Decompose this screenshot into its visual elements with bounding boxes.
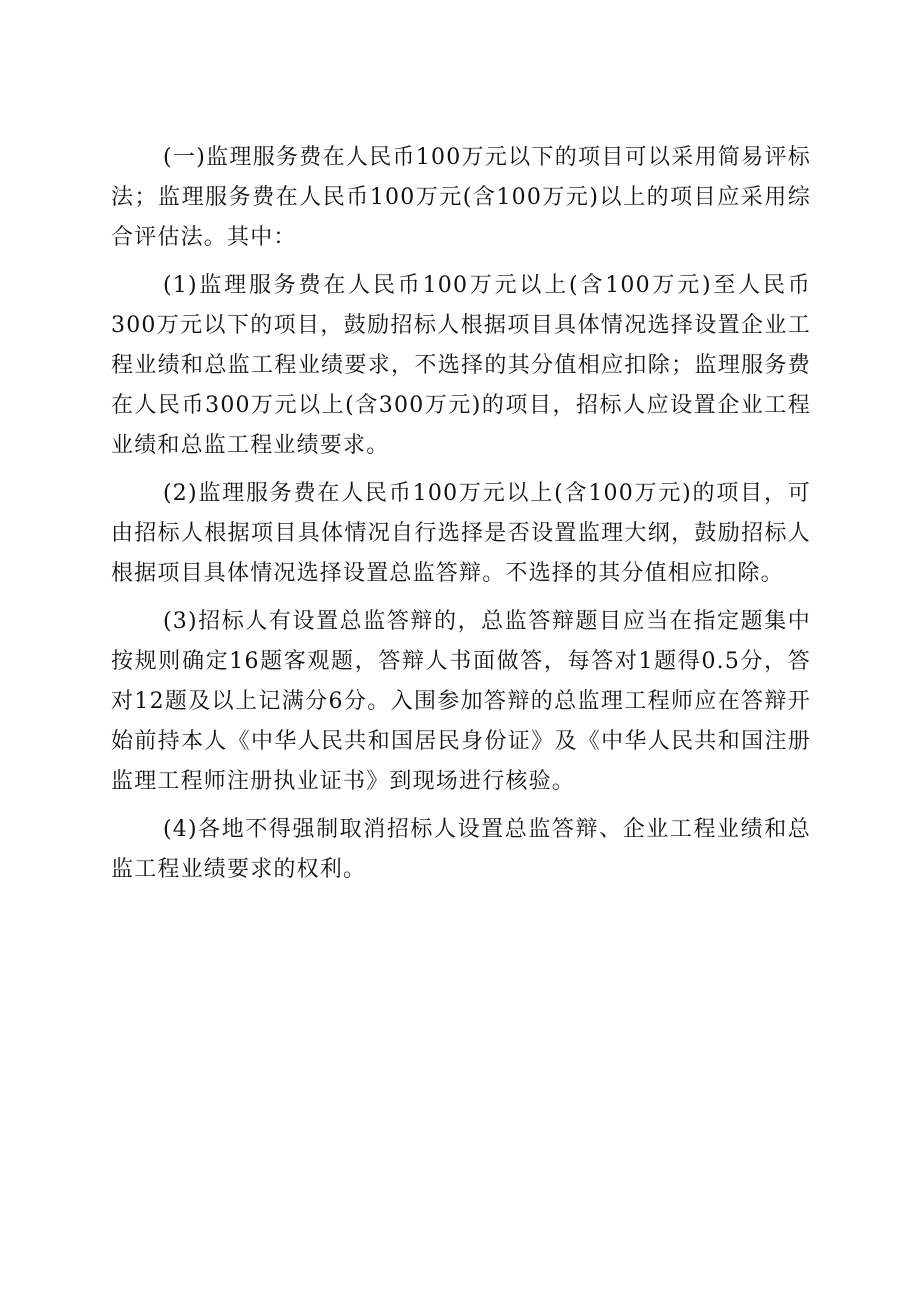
document-body	[111, 138, 811, 898]
paragraph-item-3: (3)招标人有设置总监答辩的，总监答辩题目应当在指定题集中按规则确定16题客观题，答辩人书面做答，每答对1题得0.5分，答对12题及以上记满分6分。入围参加答辩的总监理工程师应在答辩开始前持本人《中华人民共和国居民身份证》及《中华人民共和国注册监理工程师注册执业证书》到现场进行核验。	[111, 609, 811, 794]
paragraph-item-4: (4)各地不得强制取消招标人设置总监答辩、企业工程业绩和总监工程业绩要求的权利。	[111, 817, 811, 882]
paragraph-item-2: (2)监理服务费在人民币100万元以上(含100万元)的项目，可由招标人根据项目具体情况自行选择是否设置监理大纲，鼓励招标人根据项目具体情况选择设置总监答辩。不选择的其分值相应扣除。	[111, 481, 811, 586]
paragraph-intro: (一)监理服务费在人民币100万元以下的项目可以采用简易评标法；监理服务费在人民币100万元(含100万元)以上的项目应采用综合评估法。其中：	[111, 145, 811, 250]
paragraph-item-1: (1)监理服务费在人民币100万元以上(含100万元)至人民币300万元以下的项目，鼓励招标人根据项目具体情况选择设置企业工程业绩和总监工程业绩要求，不选择的其分值相应扣除；监理服务费在人民币300万元以上(含300万元)的项目，招标人应设置企业工程业绩和总监工程业绩要求。	[111, 273, 811, 458]
